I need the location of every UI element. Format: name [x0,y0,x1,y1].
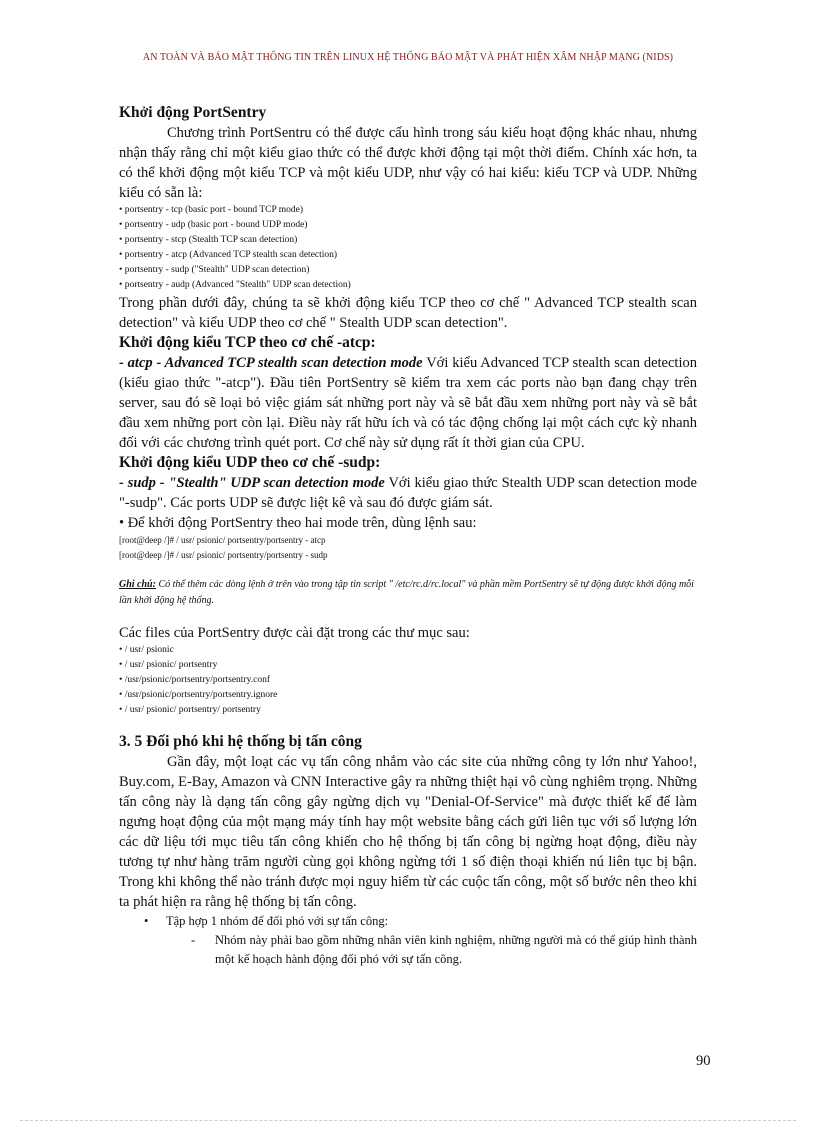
bullet-item: • Tập hợp 1 nhóm để đối phó với sự tấn công: [119,912,697,931]
sudp-body: Với kiểu giao thức Stealth UDP scan detection mode "-sudp". Các ports UDP sẽ được liệt kê và sau đó được giám sát. [119,475,697,511]
page-number: 90 [696,1053,711,1069]
list-item: • portsentry - tcp (basic port - bound TCP mode) [119,205,304,215]
list-item: • /usr/psionic/portsentry/portsentry.ignore [119,690,278,700]
list-item: • portsentry - sudp ("Stealth" UDP scan detection) [119,265,310,275]
note-text: Có thể thêm các dòng lệnh ở trên vào trong tập tin script " /etc/rc.d/rc.local" và phần mềm PortSentry sẽ tự động được khởi động mỗi lần khởi động hệ thống. [119,579,694,606]
files-intro: Các files của PortSentry được cài đặt trong các thư mục sau: [119,625,470,641]
list-item: • portsentry - stcp (Stealth TCP scan detection) [119,235,298,245]
paragraph-start-command: • Để khởi động PortSentry theo hai mode trên, dùng lệnh sau: [119,515,477,531]
list-item: • portsentry - audp (Advanced "Stealth" UDP scan detection) [119,280,351,290]
atcp-lead: - atcp - Advanced TCP stealth scan detection mode [119,355,423,371]
note-label: Ghi chú: [119,579,156,590]
paragraph-atcp [119,353,697,453]
command-line: [root@deep /]# / usr/ psionic/ portsentry/portsentry - sudp [119,550,328,560]
file-list [119,643,697,718]
section-title-udp: Khởi động kiểu UDP theo cơ chế -sudp: [119,454,381,471]
mode-list [119,203,697,293]
sub-item: - Nhóm này phải bao gồm những nhân viên kinh nghiệm, những người mà có thể giúp hình thành một kế hoạch hành động đối phó với sự tấn công. [119,931,697,969]
list-item: • / usr/ psionic/ portsentry [119,660,218,670]
sudp-lead: - sudp - "Stealth" UDP scan detection mode [119,475,385,491]
paragraph-modes-intro: Chương trình PortSentru có thể được cấu hình trong sáu kiểu hoạt động khác nhau, nhưng nhận thấy rằng chỉ một kiểu giao thức có thể được khởi động tại một thời điểm. Chính xác hơn, ta có thể khởi động một kiểu TCP và một kiểu UDP, như vậy có hai kiểu: kiểu TCP và UDP. Những kiểu có sẵn là: [119,125,697,201]
list-item: • / usr/ psionic [119,645,174,655]
section-title-start-portsentry: Khởi động PortSentry [119,104,267,121]
list-item: • / usr/ psionic/ portsentry/ portsentry [119,705,261,715]
page-content [119,103,697,969]
paragraph-after-modes: Trong phần dưới đây, chúng ta sẽ khởi động kiểu TCP theo cơ chế " Advanced TCP stealth scan detection" và kiểu UDP theo cơ chế " Stealth UDP scan detection". [119,295,697,331]
atcp-body: Với kiểu Advanced TCP stealth scan detection (kiểu giao thức "-atcp"). Đầu tiên PortSentry sẽ kiểm tra xem các ports nào bạn đang chạy trên server, sau đó sẽ loại bỏ việc giám sát những port này và sẽ bắt đầu xem những port này và sẽ bắt đầu xem những port còn lại. Điều này rất hữu ích và có tác động chống lại một cách cực kỳ nhanh đối với các chương trình quét port. Cơ chế này sử dụng rất ít thời gian của CPU. [119,355,697,451]
note-paragraph [119,577,697,609]
bottom-divider [20,1120,796,1121]
list-item: • portsentry - udp (basic port - bound UDP mode) [119,220,308,230]
paragraph-attacks: Gần đây, một loạt các vụ tấn công nhắm vào các site của những công ty lớn như Yahoo!, Buy.com, E-Bay, Amazon và CNN Interactive gây ra những thiệt hại vô cùng nghiêm trọng. Những tấn công này là dạng tấn công gây ngừng dịch vụ "Denial-Of-Service" mà được thiết kế để làm ngưng hoạt động của một mạng máy tính hay một website bằng cách gửi liên tục với số lượng lớn các dữ liệu tới mục tiêu tấn công khiến cho hệ thống bị tấn công bị ngừng hoạt động, điều này tương tự như hàng trăm người cùng gọi không ngừng tới 1 số điện thoại khiến nú liên tục bị bận. Trong khi không thể nào tránh được mọi nguy hiểm từ các cuộc tấn công, một số bước nên theo khi ta phát hiện ra rằng hệ thống bị tấn công. [119,754,697,910]
section-title-tcp: Khởi động kiểu TCP theo cơ chế -atcp: [119,334,376,351]
running-header: AN TOÀN VÀ BẢO MẬT THÔNG TIN TRÊN LINUX HỆ THỐNG BẢO MẬT VÀ PHÁT HIỆN XÂM NHẬP MẠNG (NIDS) [142,52,674,63]
command-line: [root@deep /]# / usr/ psionic/ portsentry/portsentry - atcp [119,535,326,545]
list-item: • portsentry - atcp (Advanced TCP stealth scan detection) [119,250,338,260]
section-title-response: 3. 5 Đối phó khi hệ thống bị tấn công [119,733,362,750]
list-item: • /usr/psionic/portsentry/portsentry.conf [119,675,270,685]
paragraph-sudp [119,473,697,513]
